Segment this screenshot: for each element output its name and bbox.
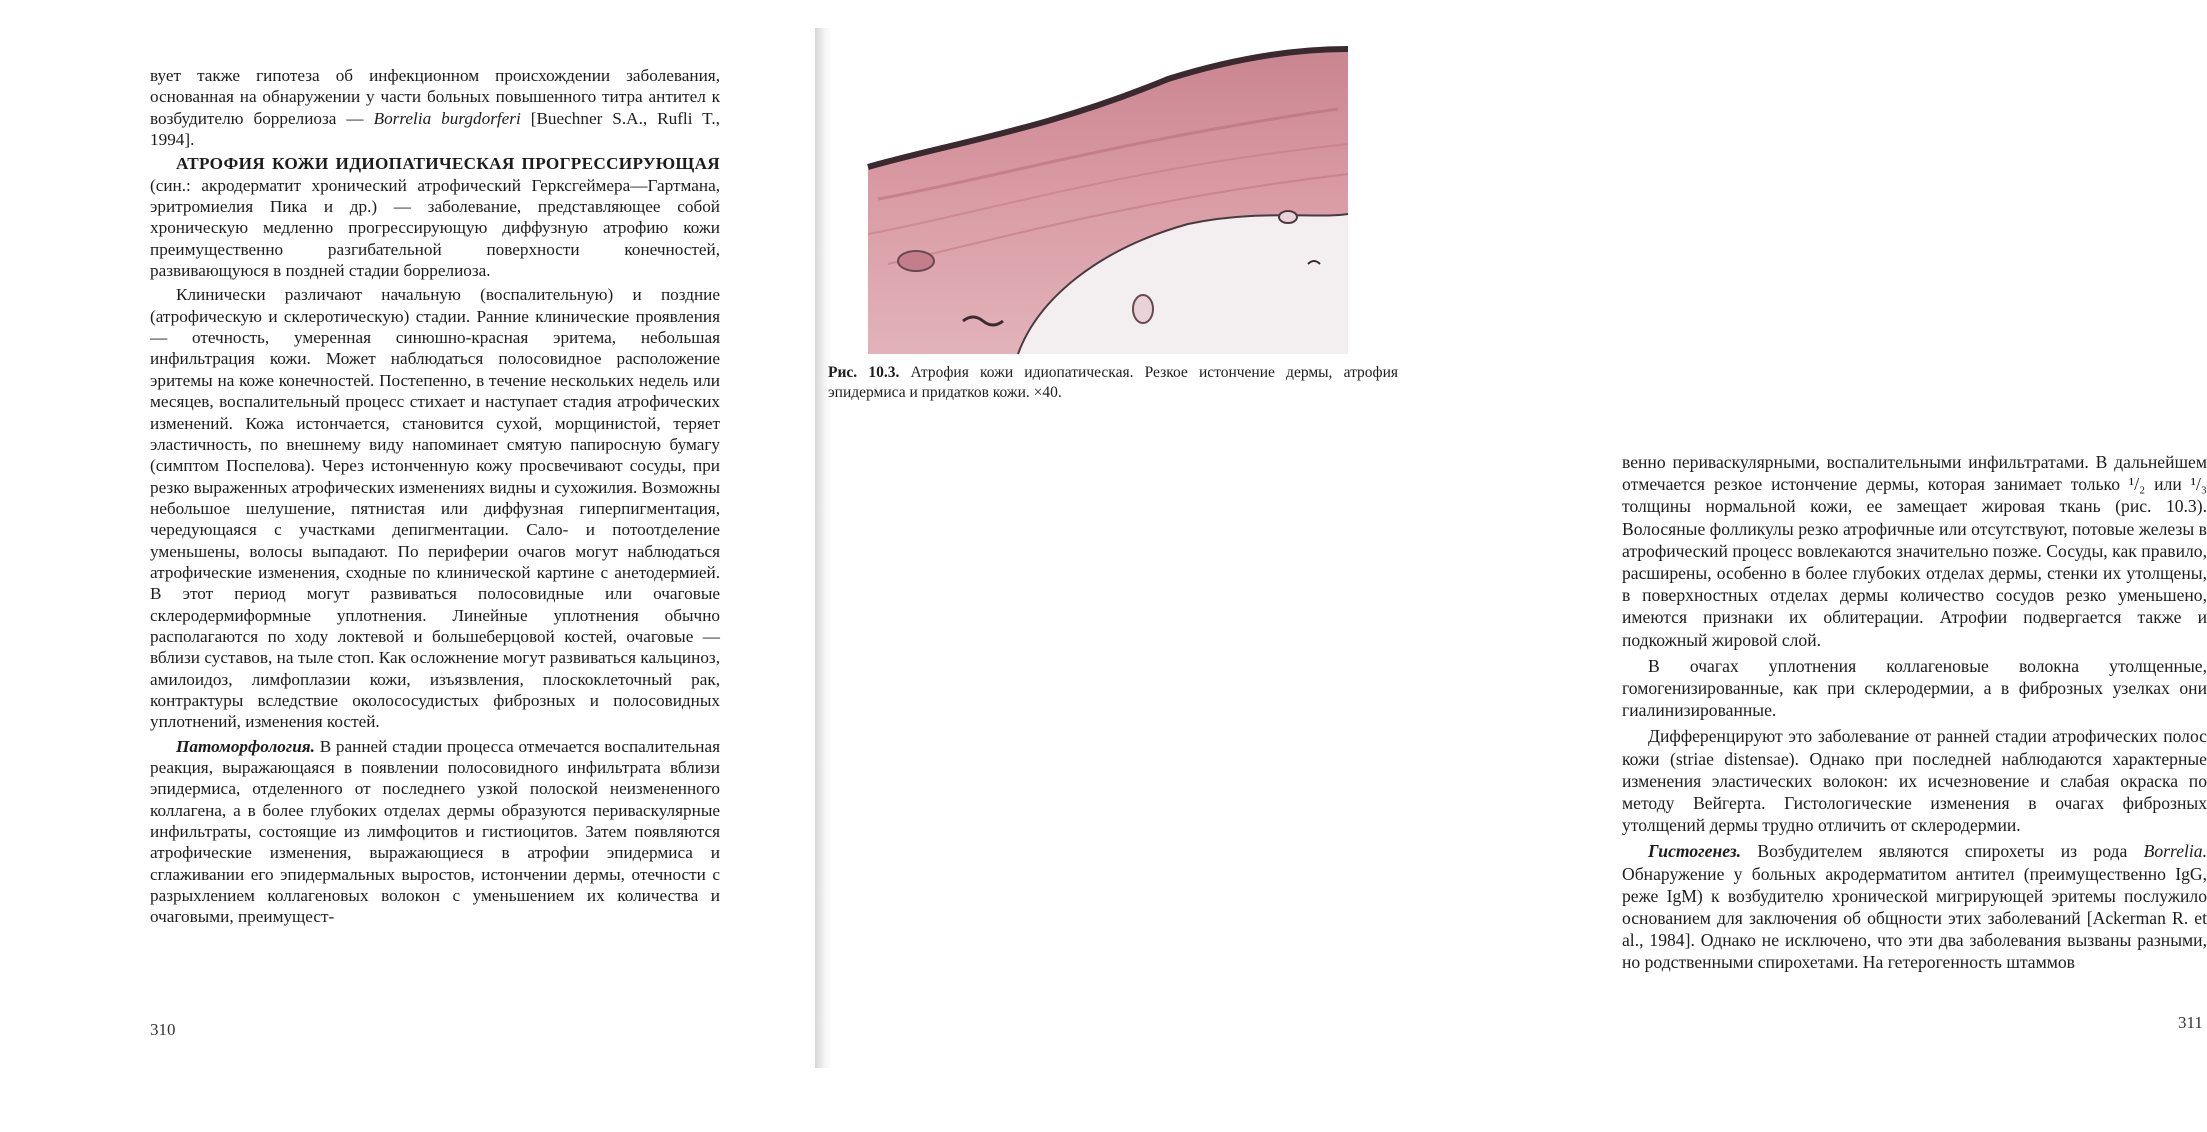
page-number: 311 [2178, 1013, 2203, 1032]
paragraph-hypothesis: вует также гипотеза об инфекционном происхождении заболевания, основанная на обнаружении у части больных повышенного титра антител к возбудителю боррелиоза — Borrelia burgdorferi [Buechner S.A., Rufli T., 1994]. [150, 66, 720, 150]
left-page [0, 0, 800, 1132]
right-page [800, 0, 2207, 1132]
entry-heading: АТРОФИЯ КОЖИ ИДИОПАТИЧЕСКАЯ ПРОГРЕССИРУЮЩАЯ [176, 154, 720, 174]
paragraph-pathomorphology: Патоморфология. В ранней стадии процесса отмечается воспалительная реакция, выражающаяся в появлении полосовидного инфильтрата вблизи эпидермиса, отделенного от последнего узкой полоской неизмененного коллагена, а в более глубоких отделах дермы образуются периваскулярные инфильтраты, состоящие из лимфоцитов и гистиоцитов. Затем появляются атрофические изменения, выражающиеся в атрофии эпидермиса и сглаживании его эпидермальных выростов, истончении дермы, отечности с разрыхлением коллагеновых волокон с уменьшением их количества и очаговыми, преимущест- [150, 736, 720, 927]
latin-term: Borrelia. [2143, 841, 2207, 862]
figure-caption: Рис. 10.3. Атрофия кожи идиопатическая. Резкое истончение дермы, атрофия эпидермиса и придатков кожи. ×40. [828, 364, 1399, 401]
paragraph-differential: Дифференцируют это заболевание от ранней стадии атрофических полос кожи (striae distensae). Однако при последней наблюдаются характерные изменения эластических волокон: их исчезновение и слабая окраска по методу Вейгерта. Гистологические изменения в очагах фиброзных утолщений дермы трудно отличить от склеродермии. [1622, 726, 2207, 836]
right-text-column [1622, 451, 2207, 974]
paragraph-histogenesis: Гистогенез. Возбудителем являются спирохеты из рода Borrelia. Обнаружение у больных акродерматитом антител (преимущественно IgG, реже IgM) к возбудителю хронической мигрирующей эритемы послужило основанием для заключения об общности этих заболеваний [Ackerman R. et al., 1984]. Однако не исключено, что эти два заболевания вызваны разными, но родственными спирохетами. На гетерогенность штаммов [1622, 841, 2207, 973]
page-number: 310 [150, 1020, 176, 1039]
figure-label: Рис. 10.3. [828, 364, 900, 381]
section-run-head: Гистогенез. [1648, 841, 1742, 862]
left-text-column [150, 65, 720, 928]
paragraph-histology-continued: венно периваскулярными, воспалительными инфильтратами. В дальнейшем отмечается резкое истончение дермы, которая занимает только ¹/₂ или ¹/₃ толщины нормальной кожи, ее замещает жировая ткань (рис. 10.3). Волосяные фолликулы резко атрофичные или отсутствуют, потовые железы в атрофический процесс вовлекаются значительно позже. Сосуды, как правило, расширены, особенно в более глубоких отделах дермы, стенки их утолщены, в поверхностных отделах дермы количество сосудов резко уменьшено, имеются признаки их облитерации. Атрофии подвергается также и подкожный жировой слой. [1622, 452, 2207, 650]
latin-term: Borrelia burgdorferi [373, 108, 521, 128]
section-run-head: Патоморфология. [176, 736, 315, 756]
paragraph-induration: В очагах уплотнения коллагеновые волокна утолщенные, гомогенизированные, как при склеродермии, а в фиброзных узелках они гиалинизированные. [1622, 655, 2207, 721]
paragraph-clinical: Клинически различают начальную (воспалительную) и поздние (атрофическую и склеротическую) стадии. Ранние клинические проявления — отечность, умеренная синюшно-красная эритема, небольшая инфильтрация кожи. Может наблюдаться полосовидное расположение эритемы на коже конечностей. Постепенно, в течение нескольких недель или месяцев, воспалительный процесс стихает и наступает стадия атрофических изменений. Кожа истончается, становится сухой, морщинистой, теряет эластичность, по внешнему виду напоминает смятую папиросную бумагу (симптом Поспелова). Через истонченную кожу просвечивают сосуды, при резко выраженных атрофических изменениях видны и сухожилия. Возможны небольшое шелушение, пятнистая или диффузная гиперпигментация, чередующаяся с участками депигментации. Сало- и потоотделение уменьшены, волосы выпадают. По периферии очагов могут наблюдаться атрофические изменения, сходные по клинической картине с анетодермией. В этот период могут развиваться полосовидные или очаговые склеродермиформные уплотнения. Линейные уплотнения обычно располагаются по ходу локтевой и большеберцовой костей, очаговые — вблизи суставов, на тыле стоп. Как осложнение могут развиваться кальциноз, амилоидоз, лимфоплазии кожи, изъязвления, плоскоклеточный рак, контрактуры вследствие околососудистых фиброзных и полосовидных уплотнений, изменения костей. [150, 285, 720, 732]
paragraph-definition: АТРОФИЯ КОЖИ ИДИОПАТИЧЕСКАЯ ПРОГРЕССИРУЮЩАЯ (син.: акродерматит хронический атрофический Герксгеймера—Гартмана, эритромиелия Пика и др.) — заболевание, представляющее собой хроническую медленно прогрессирующую диффузную атрофию кожи преимущественно разгибательной поверхности конечностей, развивающуюся в поздней стадии боррелиоза. [150, 154, 720, 281]
